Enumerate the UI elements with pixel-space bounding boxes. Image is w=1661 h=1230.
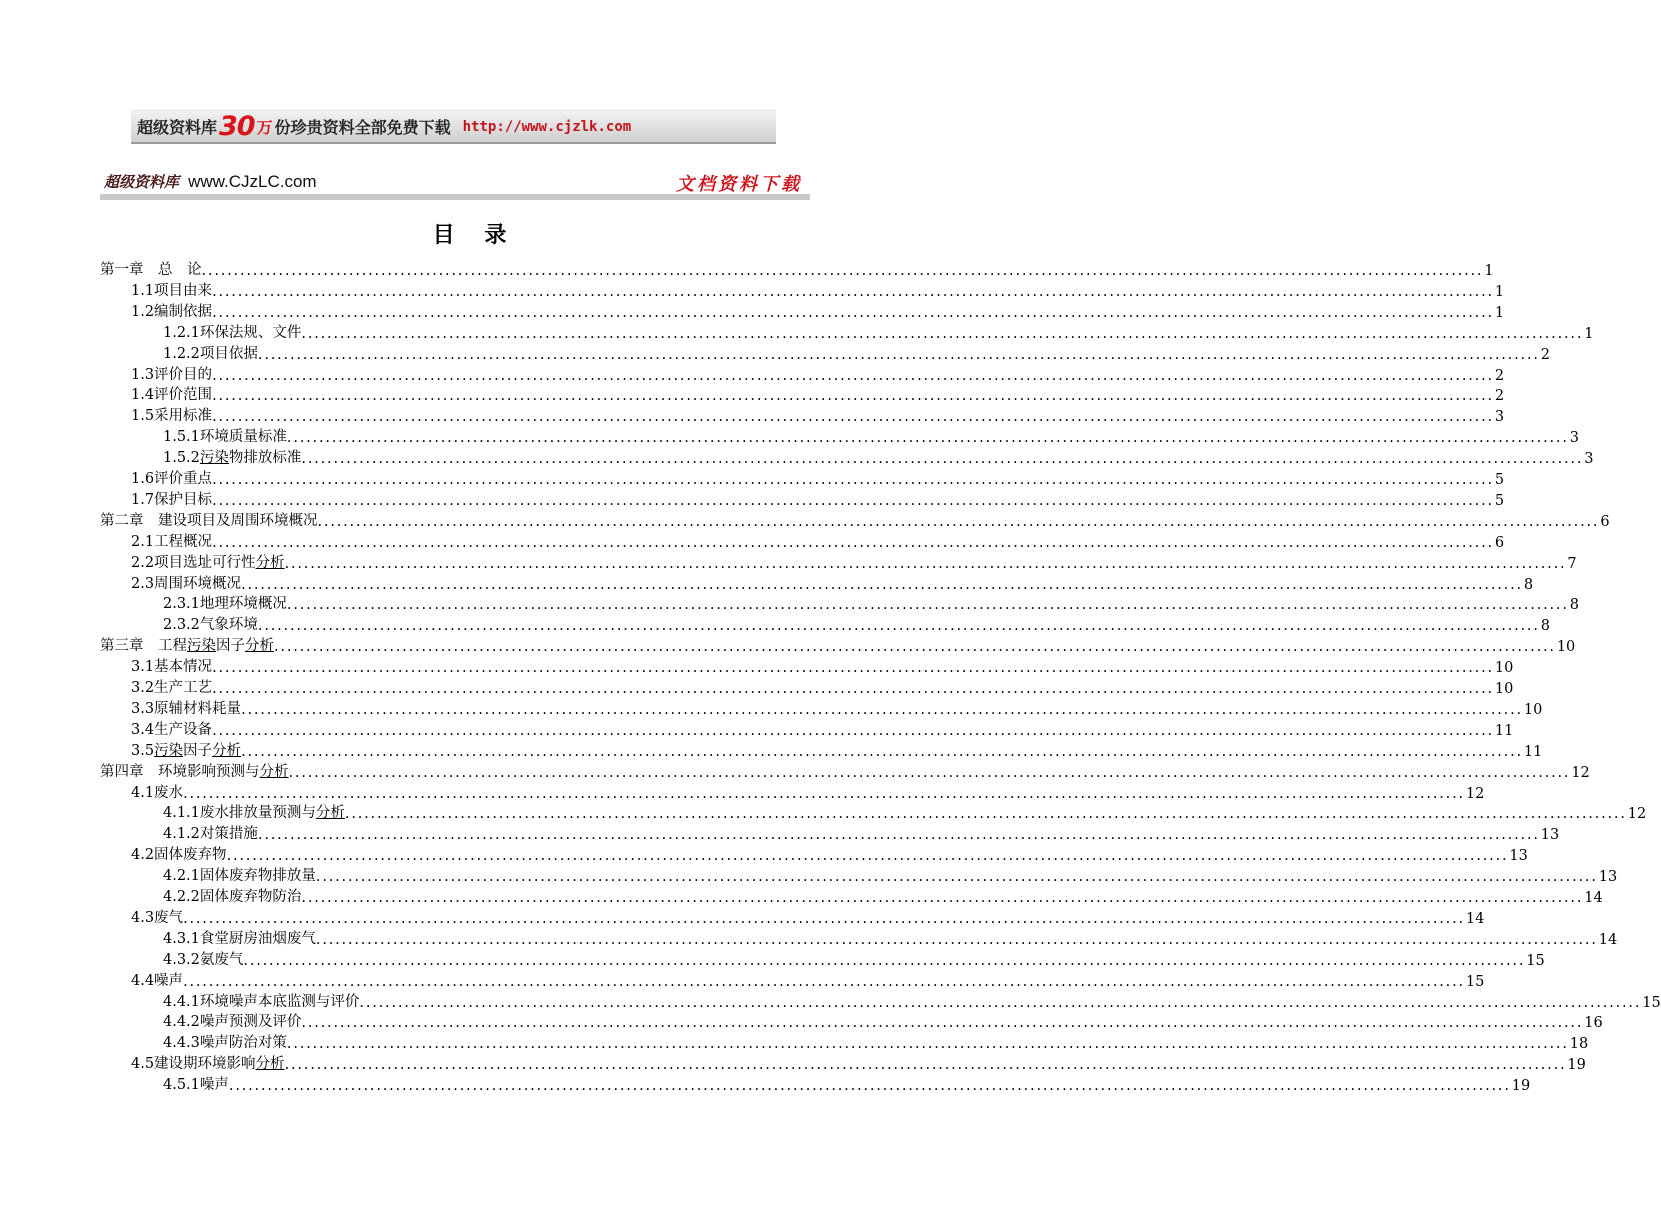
toc-dot-leader: ........................................................................................................................................................................................................	[183, 910, 1465, 927]
toc-entry[interactable]	[131, 970, 1485, 990]
toc-entry[interactable]	[100, 259, 1494, 279]
toc-dot-leader: ........................................................................................................................................................................................................	[344, 806, 1627, 823]
toc-entry[interactable]	[131, 740, 1543, 760]
toc-entry[interactable]	[131, 531, 1505, 551]
toc-entry-label: 第三章 工程污染因子分析	[100, 638, 274, 655]
toc-entry-label: 4.4.2噪声预测及评价	[163, 1014, 302, 1031]
toc-page-number: 6	[1600, 513, 1610, 530]
toc-entry[interactable]	[163, 823, 1560, 844]
toc-page-number: 18	[1569, 1036, 1589, 1053]
toc-entry-label: 1.4评价范围	[131, 387, 213, 404]
toc-page-number: 15	[1465, 973, 1485, 990]
toc-dot-leader: ........................................................................................................................................................................................................	[183, 973, 1465, 990]
toc-page-number: 14	[1465, 910, 1485, 927]
toc-entry-label: 1.5采用标准	[131, 408, 213, 425]
toc-page-number: 1	[1484, 263, 1494, 279]
toc-entry[interactable]	[163, 1011, 1603, 1032]
toc-page-number: 2	[1494, 367, 1505, 384]
toc-entry[interactable]	[163, 343, 1550, 363]
toc-page-number: 12	[1465, 785, 1485, 802]
toc-dot-leader: ........................................................................................................................................................................................................	[286, 597, 1569, 614]
toc-page-number: 2	[1540, 346, 1550, 363]
toc-entry[interactable]	[131, 468, 1505, 488]
toc-page-number: 3	[1584, 451, 1594, 468]
toc-entry-label: 2.2项目选址可行性分析	[131, 554, 285, 571]
toc-dot-leader: ........................................................................................................................................................................................................	[301, 451, 1584, 468]
toc-entry-label: 1.6评价重点	[131, 471, 213, 487]
toc-page-number: 10	[1523, 701, 1543, 718]
toc-page-number: 10	[1556, 639, 1576, 656]
toc-dot-leader: ........................................................................................................................................................................................................	[315, 931, 1598, 948]
toc-page-number: 10	[1494, 681, 1514, 697]
toc-dot-leader: ........................................................................................................................................................................................................	[183, 785, 1465, 802]
toc-dot-leader: ........................................................................................................................................................................................................	[241, 576, 1523, 593]
toc-page-number: 11	[1523, 743, 1543, 760]
toc-entry-label: 3.1基本情况	[131, 659, 213, 676]
toc-entry[interactable]	[163, 949, 1545, 969]
toc-entry[interactable]	[131, 907, 1485, 927]
toc-entry[interactable]	[131, 405, 1505, 426]
toc-entry[interactable]	[163, 322, 1594, 342]
toc-entry[interactable]	[131, 719, 1514, 739]
toc-entry-label: 4.2固体废弃物	[131, 847, 227, 864]
brand-name: 超级资料库	[104, 173, 180, 191]
toc-entry-label: 4.4噪声	[131, 972, 184, 989]
toc-entry-label: 3.5污染因子分析	[131, 742, 242, 759]
toc-dot-leader: ........................................................................................................................................................................................................	[212, 681, 1494, 697]
toc-entry[interactable]	[100, 510, 1610, 530]
toc-entry-label: 4.3.2氨废气	[163, 951, 244, 968]
toc-page-number: 8	[1523, 576, 1534, 593]
toc-dot-leader: ........................................................................................................................................................................................................	[212, 660, 1494, 677]
toc-dot-leader: ........................................................................................................................................................................................................	[284, 1057, 1567, 1074]
toc-page-number: 8	[1540, 618, 1550, 635]
toc-entry-label: 2.3周围环境概况	[131, 575, 242, 592]
toc-entry-label: 4.4.3噪声防治对策	[163, 1035, 287, 1052]
page-title: 目 录	[432, 223, 518, 248]
toc-entry-label: 3.3原辅材料耗量	[131, 700, 242, 717]
toc-page-number: 3	[1494, 409, 1505, 426]
toc-entry-label: 第二章 建设项目及周围环境概况	[100, 512, 318, 529]
toc-dot-leader: ........................................................................................................................................................................................................	[301, 325, 1584, 342]
toc-entry-label: 第四章 环境影响预测与分析	[100, 763, 289, 780]
toc-dot-leader: ........................................................................................................................................................................................................	[226, 848, 1509, 865]
toc-page-number: 5	[1494, 472, 1505, 488]
banner-text-b: 份珍贵资料全部免费下载	[274, 118, 451, 137]
toc-entry[interactable]	[131, 677, 1514, 697]
toc-dot-leader: ........................................................................................................................................................................................................	[212, 409, 1494, 426]
toc-entry-label: 4.5建设期环境影响分析	[131, 1056, 285, 1073]
toc-entry-label: 4.2.1固体废弃物排放量	[163, 868, 316, 885]
toc-dot-leader: ........................................................................................................................................................................................................	[212, 388, 1494, 405]
toc-entry[interactable]	[131, 384, 1505, 405]
toc-entry[interactable]	[163, 802, 1647, 823]
toc-entry-label: 1.7保护目标	[131, 491, 213, 508]
toc-dot-leader: ........................................................................................................................................................................................................	[212, 492, 1494, 509]
toc-entry-label: 4.1.1废水排放量预测与分析	[163, 805, 345, 822]
toc-entry-label: 4.3.1食堂厨房油烟废气	[163, 930, 316, 947]
toc-entry-label: 2.3.1地理环境概况	[163, 596, 287, 613]
toc-entry-label: 第一章 总 论	[100, 262, 202, 278]
toc-entry[interactable]	[163, 886, 1603, 906]
toc-dot-leader: ........................................................................................................................................................................................................	[274, 639, 1556, 656]
toc-dot-leader: ........................................................................................................................................................................................................	[241, 701, 1523, 718]
toc-dot-leader: ........................................................................................................................................................................................................	[212, 283, 1494, 300]
toc-entry-label: 3.4生产设备	[131, 721, 213, 738]
toc-entry-label: 2.3.2气象环境	[163, 617, 258, 634]
toc-dot-leader: ........................................................................................................................................................................................................	[201, 263, 1484, 279]
toc-entry[interactable]	[131, 1053, 1586, 1074]
toc-page-number: 7	[1567, 555, 1577, 572]
toc-entry-label: 4.4.1环境噪声本底监测与评价	[163, 993, 360, 1010]
toc-dot-leader: ........................................................................................................................................................................................................	[212, 367, 1494, 384]
toc-entry-label: 4.1废水	[131, 784, 184, 801]
banner-number: 30	[219, 111, 255, 142]
toc-entry-label: 1.5.2污染物排放标准	[163, 450, 302, 467]
toc-page-number: 1	[1494, 304, 1505, 321]
toc-dot-leader: ........................................................................................................................................................................................................	[212, 534, 1494, 551]
toc-entry[interactable]	[163, 928, 1618, 948]
top-ad-banner[interactable]	[131, 110, 776, 144]
toc-entry[interactable]	[131, 489, 1505, 509]
toc-dot-leader: ........................................................................................................................................................................................................	[315, 869, 1598, 886]
toc-dot-leader: ........................................................................................................................................................................................................	[286, 1036, 1569, 1053]
toc-dot-leader: ........................................................................................................................................................................................................	[301, 890, 1584, 906]
toc-entry[interactable]	[100, 635, 1576, 656]
toc-entry[interactable]	[131, 656, 1514, 677]
toc-dot-leader: ........................................................................................................................................................................................................	[284, 555, 1567, 572]
toc-entry-label: 1.2.2项目依据	[163, 345, 258, 362]
toc-entry-label: 1.5.1环境质量标准	[163, 429, 287, 446]
toc-dot-leader: ........................................................................................................................................................................................................	[286, 430, 1569, 447]
toc-entry[interactable]	[163, 1074, 1531, 1095]
toc-page-number: 13	[1509, 848, 1528, 865]
toc-entry-label: 4.3废气	[131, 909, 184, 926]
doc-download-label: 文档资料下载	[676, 174, 802, 195]
toc-dot-leader: ........................................................................................................................................................................................................	[212, 722, 1494, 739]
toc-entry-label: 2.1工程概况	[131, 533, 213, 550]
site-brand	[104, 171, 317, 192]
toc-dot-leader: ........................................................................................................................................................................................................	[212, 472, 1494, 488]
toc-entry[interactable]	[163, 426, 1579, 447]
toc-entry-label: 4.5.1噪声	[163, 1077, 229, 1094]
toc-page-number: 19	[1567, 1057, 1586, 1074]
toc-entry-label: 1.2.1环保法规、文件	[163, 324, 302, 341]
toc-dot-leader: ........................................................................................................................................................................................................	[257, 827, 1540, 844]
toc-page-number: 5	[1494, 492, 1505, 509]
toc-entry[interactable]	[163, 614, 1550, 635]
toc-entry[interactable]	[131, 280, 1505, 300]
site-url-link[interactable]: www.CJzLC.com	[188, 172, 317, 191]
toc-entry-label: 1.2编制依据	[131, 303, 213, 320]
banner-url-link[interactable]: http://www.cjzlk.com	[462, 118, 632, 135]
toc-page-number: 1	[1494, 283, 1505, 300]
toc-entry[interactable]	[131, 573, 1534, 593]
toc-page-number: 8	[1569, 597, 1579, 614]
toc-entry[interactable]	[163, 991, 1661, 1011]
toc-page-number: 14	[1598, 931, 1618, 948]
toc-page-number: 14	[1584, 890, 1603, 906]
toc-dot-leader: ........................................................................................................................................................................................................	[243, 952, 1526, 969]
toc-entry[interactable]	[163, 447, 1594, 468]
toc-dot-leader: ........................................................................................................................................................................................................	[212, 304, 1494, 321]
toc-entry[interactable]	[131, 844, 1528, 865]
toc-page-number: 6	[1494, 534, 1505, 551]
toc-page-number: 2	[1494, 388, 1505, 405]
toc-entry-label: 4.1.2对策措施	[163, 826, 258, 843]
toc-page-number: 13	[1598, 869, 1618, 886]
toc-entry[interactable]	[131, 552, 1577, 572]
toc-dot-leader: ........................................................................................................................................................................................................	[317, 513, 1600, 530]
toc-page-number: 11	[1494, 722, 1514, 739]
toc-page-number: 19	[1511, 1078, 1531, 1095]
toc-page-number: 12	[1627, 806, 1647, 823]
toc-entry[interactable]	[131, 301, 1505, 321]
toc-dot-leader: ........................................................................................................................................................................................................	[241, 743, 1523, 760]
toc-entry-label: 3.2生产工艺	[131, 680, 213, 696]
site-header-banner[interactable]	[100, 168, 810, 200]
toc-dot-leader: ........................................................................................................................................................................................................	[359, 994, 1642, 1011]
toc-page-number: 3	[1569, 430, 1579, 447]
toc-entry[interactable]	[163, 593, 1579, 614]
toc-entry-label: 1.1项目由来	[131, 282, 213, 299]
toc-page-number: 10	[1494, 660, 1514, 677]
banner-text-a: 超级资料库	[137, 118, 218, 137]
toc-dot-leader: ........................................................................................................................................................................................................	[301, 1015, 1584, 1032]
banner-unit: 万	[256, 118, 273, 137]
toc-entry[interactable]	[131, 364, 1505, 384]
toc-page-number: 1	[1584, 325, 1594, 342]
toc-page-number: 16	[1584, 1015, 1603, 1032]
toc-entry-label: 1.3评价目的	[131, 366, 213, 383]
toc-page-number: 13	[1540, 827, 1560, 844]
toc-dot-leader: ........................................................................................................................................................................................................	[257, 346, 1540, 363]
toc-entry[interactable]	[100, 761, 1590, 781]
toc-page-number: 15	[1642, 994, 1661, 1011]
toc-entry[interactable]	[163, 1032, 1589, 1053]
toc-entry[interactable]	[131, 698, 1543, 718]
toc-dot-leader: ........................................................................................................................................................................................................	[288, 764, 1571, 781]
toc-entry[interactable]	[131, 782, 1485, 802]
toc-entry-label: 4.2.2固体废弃物防治	[163, 889, 302, 905]
toc-page-number: 15	[1526, 952, 1545, 969]
toc-dot-leader: ........................................................................................................................................................................................................	[257, 618, 1540, 635]
toc-dot-leader: ........................................................................................................................................................................................................	[228, 1078, 1511, 1095]
toc-entry[interactable]	[163, 865, 1618, 886]
toc-page-number: 12	[1571, 764, 1590, 781]
